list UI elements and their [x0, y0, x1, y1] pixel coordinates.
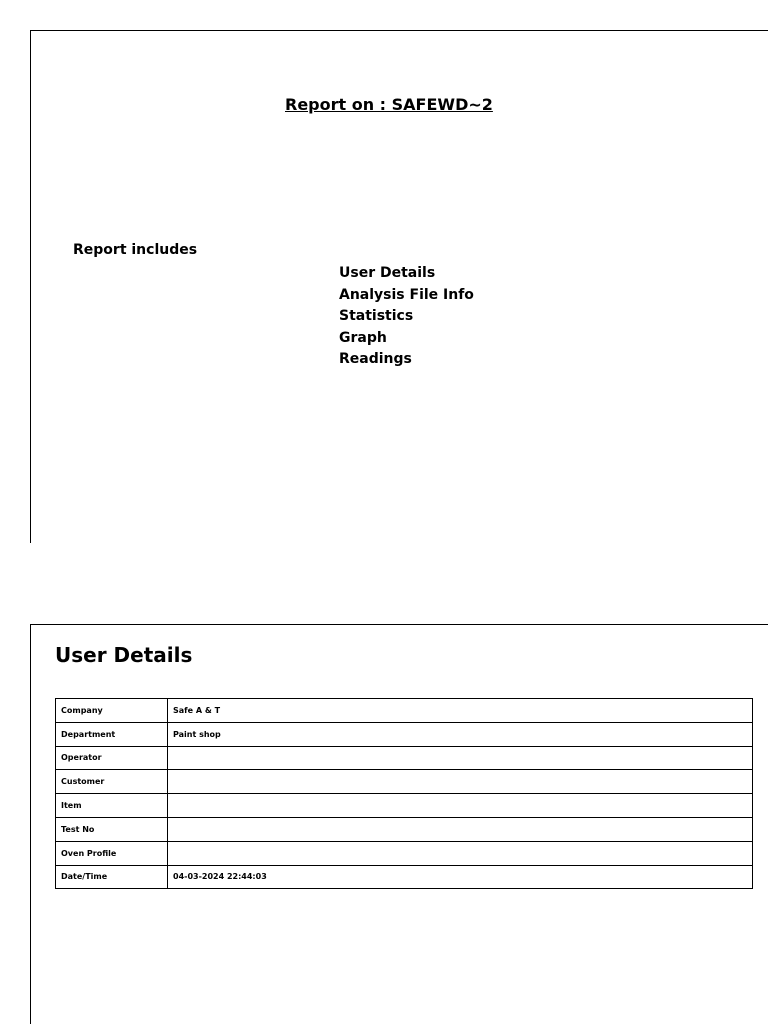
report-title: Report on : SAFEWD~2: [285, 95, 493, 114]
table-row: [56, 817, 753, 841]
table-row: [56, 841, 753, 865]
table-row: [56, 699, 753, 723]
table-row: [56, 746, 753, 770]
row-value-date-time: 04-03-2024 22:44:03: [168, 865, 753, 889]
row-value-test-no: [168, 817, 753, 841]
row-label-test-no: Test No: [56, 817, 168, 841]
row-value-oven-profile: [168, 841, 753, 865]
row-value-department: Paint shop: [168, 722, 753, 746]
row-label-department: Department: [56, 722, 168, 746]
row-value-customer: [168, 770, 753, 794]
user-details-page: [30, 624, 768, 1024]
row-label-item: Item: [56, 794, 168, 818]
includes-item-readings: Readings: [339, 351, 412, 368]
row-value-operator: [168, 746, 753, 770]
table-row: [56, 770, 753, 794]
user-details-title: User Details: [55, 643, 193, 667]
user-details-table: [55, 698, 753, 889]
table-row: [56, 794, 753, 818]
table-row: [56, 865, 753, 889]
includes-item-graph: Graph: [339, 329, 387, 346]
row-value-company: Safe A & T: [168, 699, 753, 723]
report-includes-list: [339, 263, 474, 371]
row-value-item: [168, 794, 753, 818]
includes-item-user-details: User Details: [339, 265, 436, 281]
includes-item-analysis-file-info: Analysis File Info: [339, 286, 474, 303]
row-label-customer: Customer: [56, 770, 168, 794]
row-label-oven-profile: Oven Profile: [56, 841, 168, 865]
row-label-operator: Operator: [56, 746, 168, 770]
includes-item-statistics: Statistics: [339, 308, 414, 325]
row-label-company: Company: [56, 699, 168, 723]
report-includes-label: Report includes: [73, 242, 198, 258]
table-row: [56, 722, 753, 746]
cover-page: [30, 30, 768, 543]
row-label-date-time: Date/Time: [56, 865, 168, 889]
